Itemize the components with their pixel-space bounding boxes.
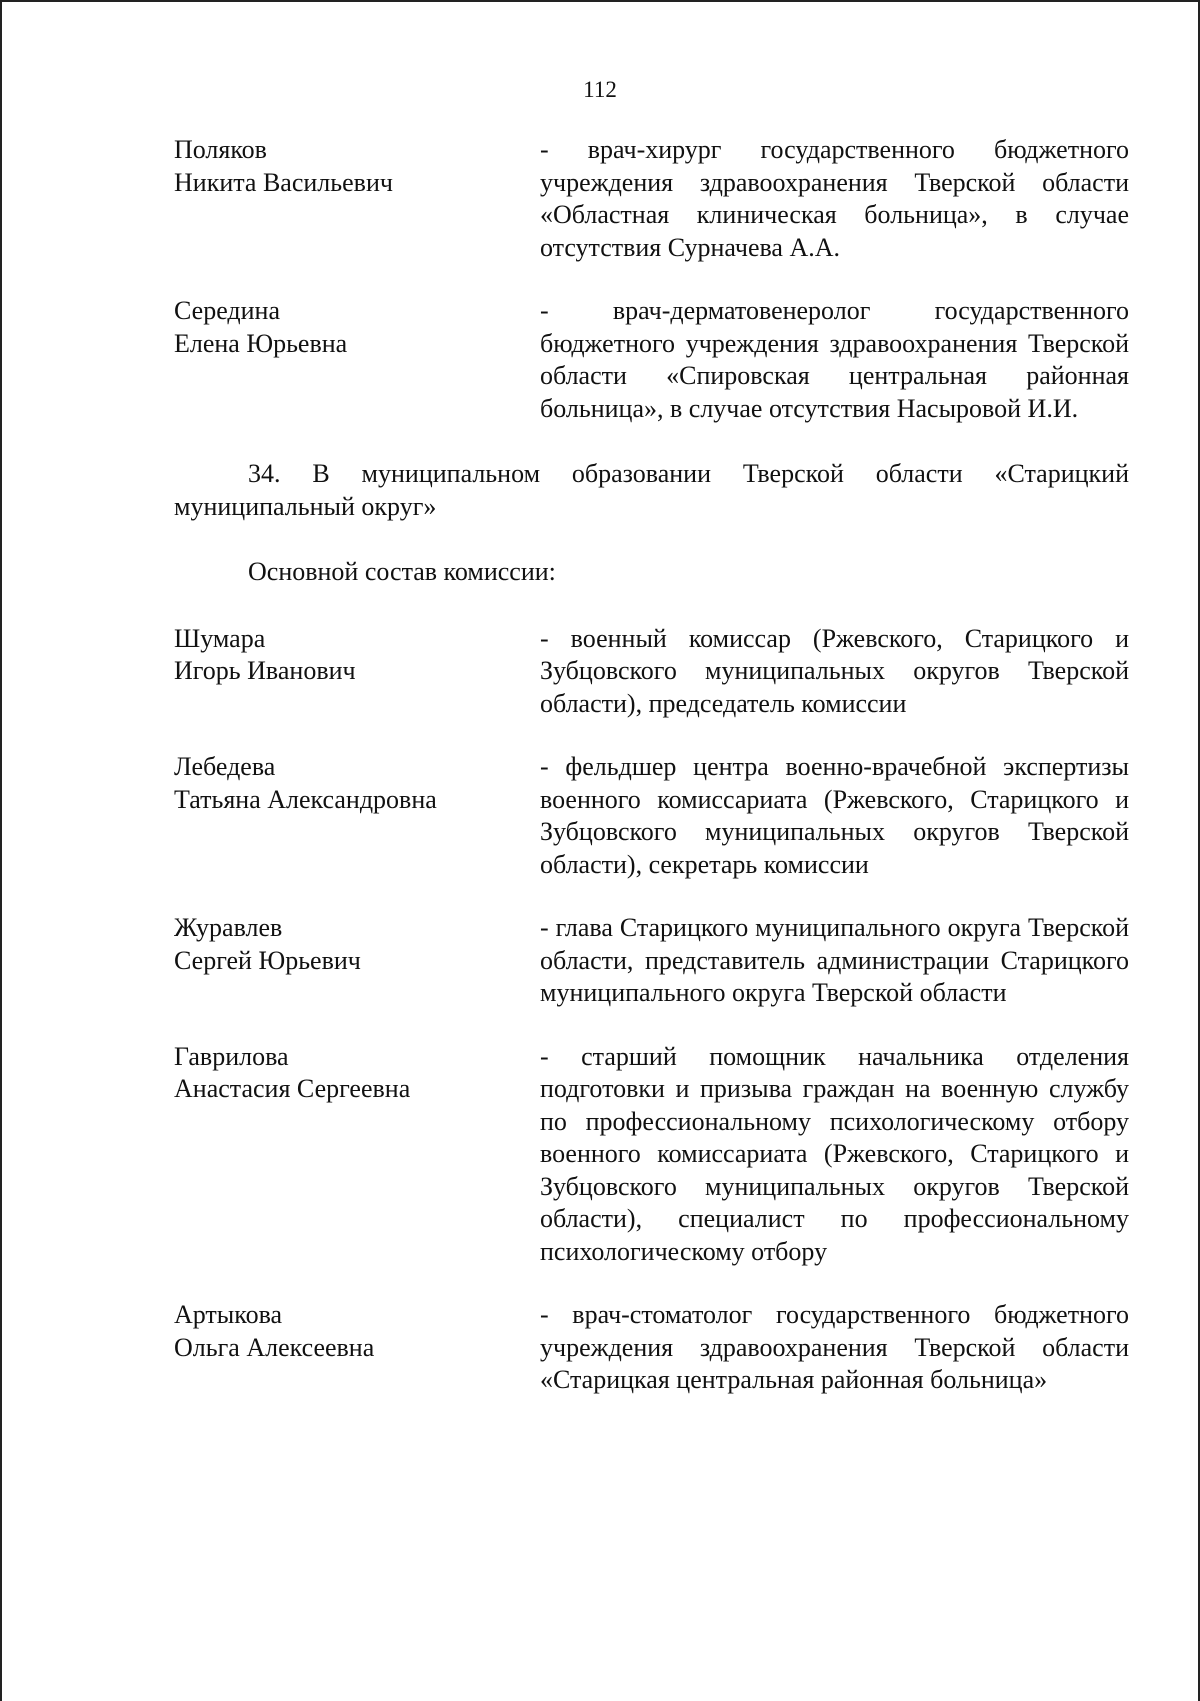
member-name: [174, 623, 540, 688]
member-given-name: Сергей Юрьевич: [174, 945, 361, 975]
section-heading: 34. В муниципальном образовании Тверской области «Старицкий муниципальный округ»: [174, 459, 1129, 521]
member-entry: [174, 134, 1129, 264]
member-role: - фельдшер центра военно-врачебной экспертизы военного комиссариата (Ржевского, Старицкого и Зубцовского муниципальных округов Тверской области), секретарь комиссии: [540, 752, 1129, 879]
member-surname: Поляков: [174, 135, 267, 164]
member-entry: [174, 1299, 1129, 1397]
member-surname: Шумара: [174, 623, 266, 653]
document-body: [174, 134, 1129, 1397]
member-name: [174, 912, 540, 977]
member-entry: [174, 623, 1129, 721]
member-name: [174, 751, 540, 816]
commission-subtitle: Основной состав комиссии:: [248, 557, 556, 586]
member-role: - старший помощник начальника отделения подготовки и призыва граждан на военную службу по профессиональному психологическому отбору военного комиссариата (Ржевского, Старицкого и Зубцовского муниципальных округов Тверской области), специалист по профессиональному психологическому отбору: [540, 1041, 1129, 1266]
member-name: [174, 134, 540, 199]
member-given-name: Никита Васильевич: [174, 167, 393, 197]
page-number: 112: [583, 77, 617, 102]
member-surname: Середина: [174, 296, 280, 325]
member-role: - глава Старицкого муниципального округа Тверской области, представитель администрации Старицкого муниципального округа Тверской области: [540, 913, 1129, 1007]
member-entry: [174, 1041, 1129, 1269]
member-surname: Гаврилова: [174, 1041, 289, 1071]
member-given-name: Анастасия Сергеевна: [174, 1074, 411, 1103]
member-surname: Журавлев: [174, 913, 283, 942]
member-name: [174, 1299, 540, 1364]
member-given-name: Елена Юрьевна: [174, 328, 348, 358]
member-role: - врач-стоматолог государственного бюджетного учреждения здравоохранения Тверской области «Старицкая центральная районная больница»: [540, 1300, 1129, 1394]
member-entry: [174, 912, 1129, 1010]
member-role: - военный комиссар (Ржевского, Старицкого и Зубцовского муниципальных округов Тверской области), председатель комиссии: [540, 623, 1129, 718]
member-entry: [174, 295, 1129, 425]
member-role: - врач-дерматовенеролог государственного бюджетного учреждения здравоохранения Тверской области «Спировская центральная районная больница», в случае отсутствия Насыровой И.И.: [540, 296, 1129, 423]
member-surname: Артыкова: [174, 1300, 283, 1329]
member-name: [174, 295, 540, 360]
member-entry: [174, 751, 1129, 881]
member-role: - врач-хирург государственного бюджетного учреждения здравоохранения Тверской области «Областная клиническая больница», в случае отсутствия Сурначева А.А.: [540, 135, 1129, 262]
scan-left-edge: [0, 0, 2, 1701]
member-name: [174, 1041, 540, 1106]
scan-top-edge: [0, 0, 1200, 2]
member-given-name: Игорь Иванович: [174, 656, 356, 685]
member-surname: Лебедева: [174, 752, 276, 781]
member-given-name: Ольга Алексеевна: [174, 1332, 375, 1362]
member-given-name: Татьяна Александровна: [174, 784, 437, 814]
